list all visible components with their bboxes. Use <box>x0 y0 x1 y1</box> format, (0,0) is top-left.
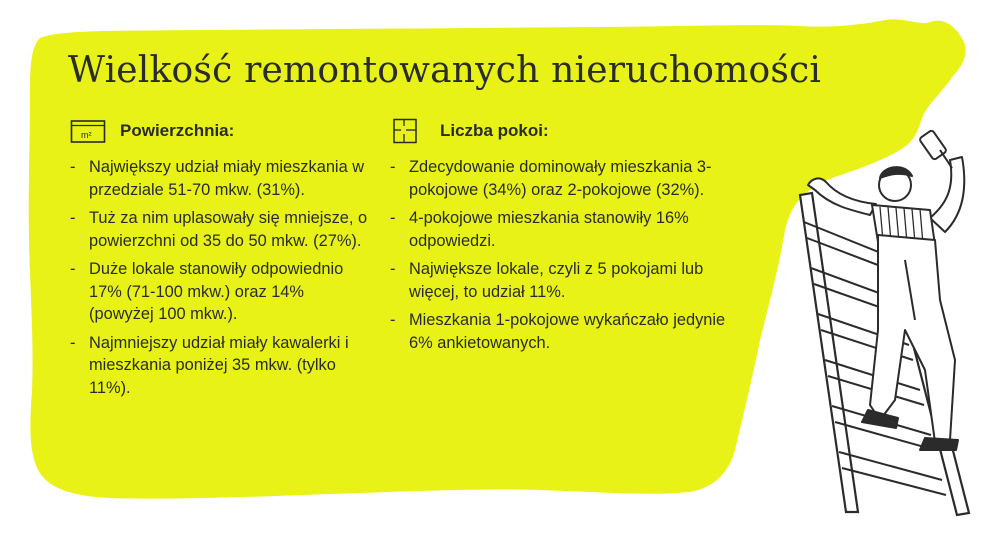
list-item: - Zdecydowanie dominowały mieszkania 3-pokojowe (34%) oraz 2-pokojowe (32%). <box>390 156 750 201</box>
section-area-heading: Powierzchnia: <box>120 121 235 140</box>
list-item: - Największy udział miały mieszkania w przedziale 51-70 mkw. (31%). <box>70 156 370 201</box>
section-rooms-heading: Liczba pokoi: <box>440 121 549 140</box>
list-item: - Największe lokale, czyli z 5 pokojami lub więcej, to udział 11%. <box>390 258 750 303</box>
list-item: - 4-pokojowe mieszkania stanowiły 16% odpowiedzi. <box>390 207 750 252</box>
area-icon-text: m² <box>81 130 92 140</box>
list-item: - Duże lokale stanowiły odpowiednio 17% (71-100 mkw.) oraz 14% (powyżej 100 mkw.). <box>70 258 370 326</box>
list-item: - Tuż za nim uplasowały się mniejsze, o powierzchni od 35 do 50 mkw. (27%). <box>70 207 370 252</box>
list-item: - Mieszkania 1-pokojowe wykańczało jedynie 6% ankietowanych. <box>390 309 750 354</box>
list-item: - Najmniejszy udział miały kawalerki i mieszkania poniżej 35 mkw. (tylko 11%). <box>70 332 370 400</box>
page-title: Wielkość remontowanych nieruchomości <box>68 50 822 91</box>
